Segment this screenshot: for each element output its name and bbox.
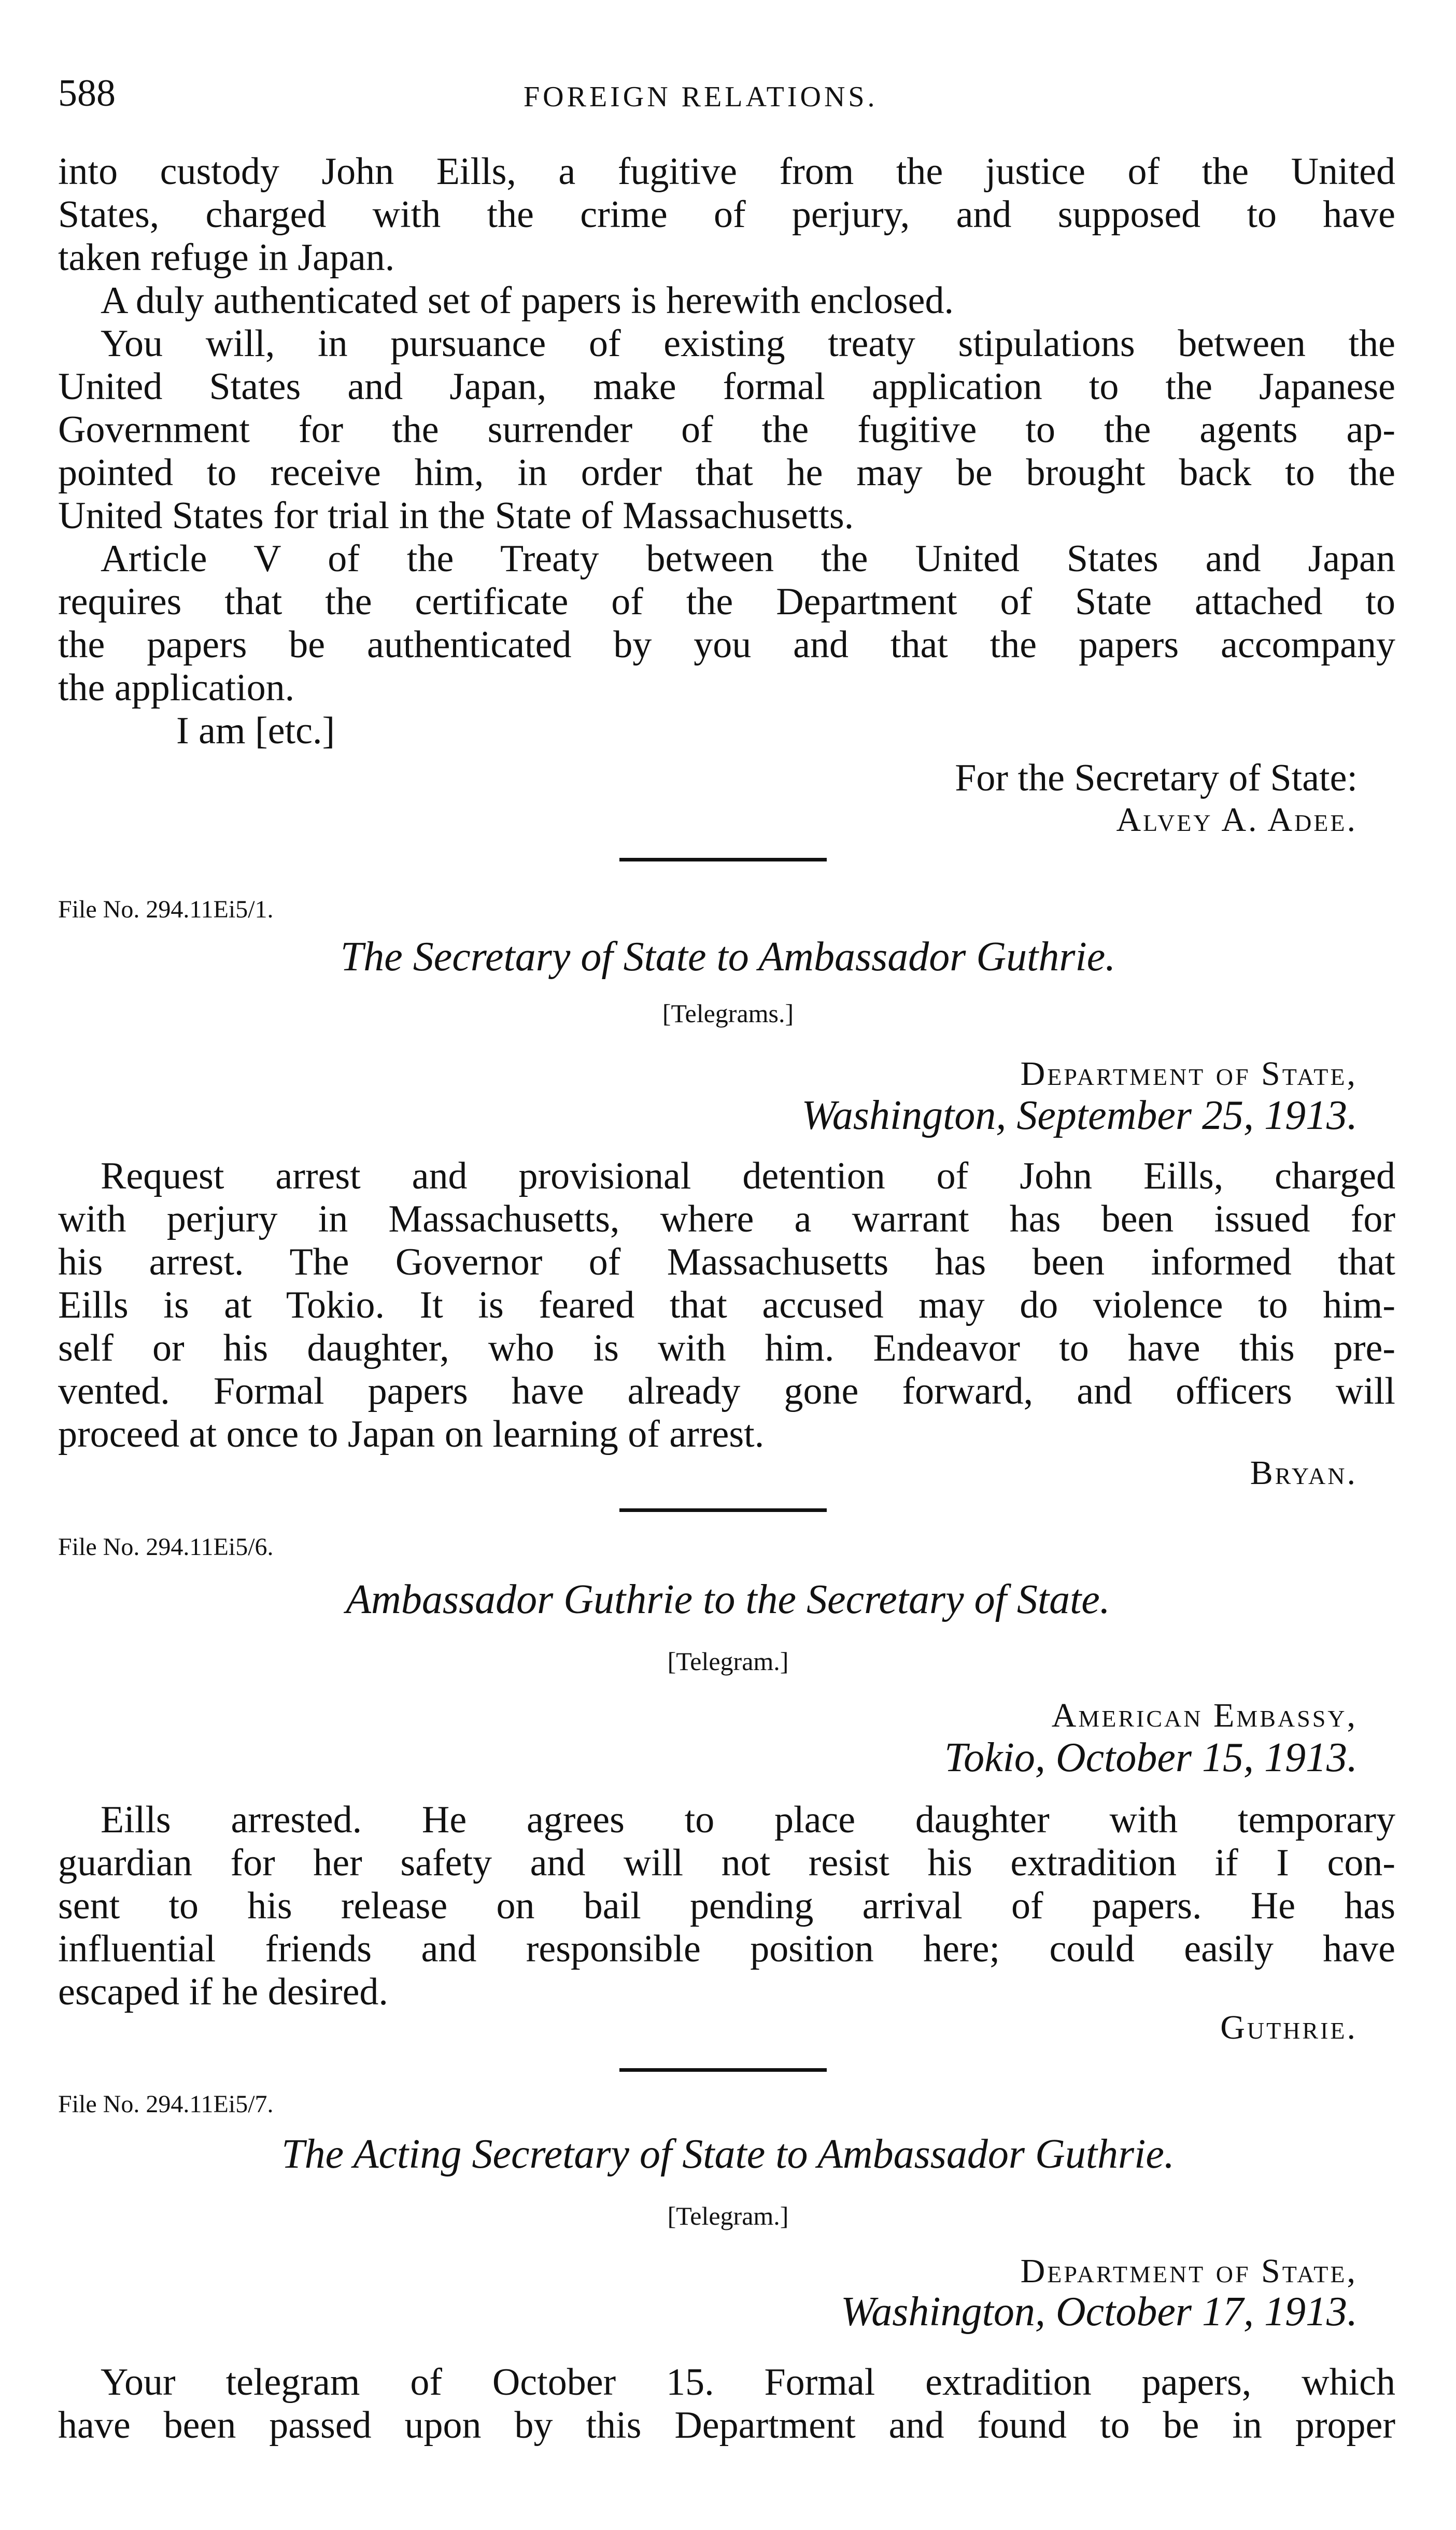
place-heading: American Embassy,: [1051, 1697, 1358, 1734]
text-line: proceed at once to Japan on learning of arrest.: [58, 1413, 765, 1455]
signer-name: Bryan.: [1250, 1454, 1358, 1492]
text-line: A duly authenticated set of papers is herewith enclosed.: [101, 279, 954, 322]
running-head: FOREIGN RELATIONS.: [524, 81, 878, 113]
text-line: into custody John Eills, a fugitive from the justice of the United: [58, 150, 1395, 193]
text-line: sent to his release on bail pending arrival of papers. He has: [58, 1885, 1395, 1927]
file-number: File No. 294.11Ei5/7.: [58, 2090, 274, 2118]
place-date: Washington, September 25, 1913.: [801, 1093, 1358, 1138]
text-line: Article V of the Treaty between the United States and Japan: [101, 538, 1395, 580]
letter-1-paragraph-4: [58, 538, 1395, 710]
text-line: influential friends and responsible position here; could easily have: [58, 1928, 1395, 1970]
text-line: his arrest. The Governor of Massachusetts has been informed that: [58, 1241, 1395, 1283]
telegram-body: [58, 1155, 1395, 1456]
letter-1-paragraph-1: [58, 150, 1395, 279]
text-line: States, charged with the crime of perjury, and supposed to have: [58, 193, 1395, 236]
signer-name: Alvey A. Adee.: [1116, 801, 1358, 839]
telegram-body: [58, 2361, 1395, 2447]
text-line: guardian for her safety and will not resist his extradition if I con-: [58, 1842, 1395, 1884]
text-line: the application.: [58, 667, 295, 709]
place-date: Tokio, October 15, 1913.: [944, 1735, 1358, 1780]
text-line: Request arrest and provisional detention of John Eills, charged: [101, 1155, 1395, 1197]
file-number: File No. 294.11Ei5/1.: [58, 896, 274, 923]
document-type: [Telegrams.]: [662, 999, 794, 1028]
letter-1-paragraph-2: [58, 279, 1395, 322]
text-line: self or his daughter, who is with him. Endeavor to have this pre-: [58, 1327, 1395, 1369]
text-line: You will, in pursuance of existing treaty stipulations between the: [101, 322, 1395, 365]
text-line: United States for trial in the State of Massachusetts.: [58, 494, 854, 537]
document-type: [Telegram.]: [667, 1647, 789, 1676]
page-number: 588: [58, 72, 116, 115]
closing-phrase: I am [etc.]: [176, 710, 335, 752]
text-line: Your telegram of October 15. Formal extradition papers, which: [101, 2361, 1395, 2404]
text-line: United States and Japan, make formal application to the Japanese: [58, 365, 1395, 408]
document-title: Ambassador Guthrie to the Secretary of State.: [346, 1577, 1110, 1622]
signer-name: Guthrie.: [1220, 2009, 1358, 2046]
document-title: The Secretary of State to Ambassador Guthrie.: [340, 934, 1116, 980]
place-heading: Department of State,: [1020, 1055, 1358, 1093]
text-line: taken refuge in Japan.: [58, 236, 395, 279]
section-divider: [619, 1508, 827, 1512]
text-line: pointed to receive him, in order that he may be brought back to the: [58, 451, 1395, 494]
text-line: Eills arrested. He agrees to place daughter with temporary: [101, 1799, 1395, 1841]
text-line: Eills is at Tokio. It is feared that accused may do violence to him-: [58, 1284, 1395, 1326]
text-line: the papers be authenticated by you and that the papers accompany: [58, 624, 1395, 666]
text-line: Government for the surrender of the fugitive to the agents ap-: [58, 408, 1395, 451]
file-number: File No. 294.11Ei5/6.: [58, 1533, 274, 1561]
section-divider: [619, 2068, 827, 2072]
letter-1-paragraph-3: [58, 322, 1395, 538]
section-divider: [619, 858, 827, 861]
text-line: have been passed upon by this Department and found to be in proper: [58, 2404, 1395, 2447]
text-line: requires that the certificate of the Department of State attached to: [58, 581, 1395, 623]
text-line: with perjury in Massachusetts, where a warrant has been issued for: [58, 1198, 1395, 1240]
telegram-body: [58, 1799, 1395, 2014]
place-heading: Department of State,: [1020, 2252, 1358, 2290]
text-line: escaped if he desired.: [58, 1971, 388, 2013]
document-type: [Telegram.]: [667, 2201, 789, 2230]
signature-line: For the Secretary of State:: [955, 757, 1358, 799]
document-title: The Acting Secretary of State to Ambassador Guthrie.: [281, 2131, 1175, 2177]
place-date: Washington, October 17, 1913.: [840, 2289, 1358, 2335]
text-line: vented. Formal papers have already gone forward, and officers will: [58, 1370, 1395, 1412]
